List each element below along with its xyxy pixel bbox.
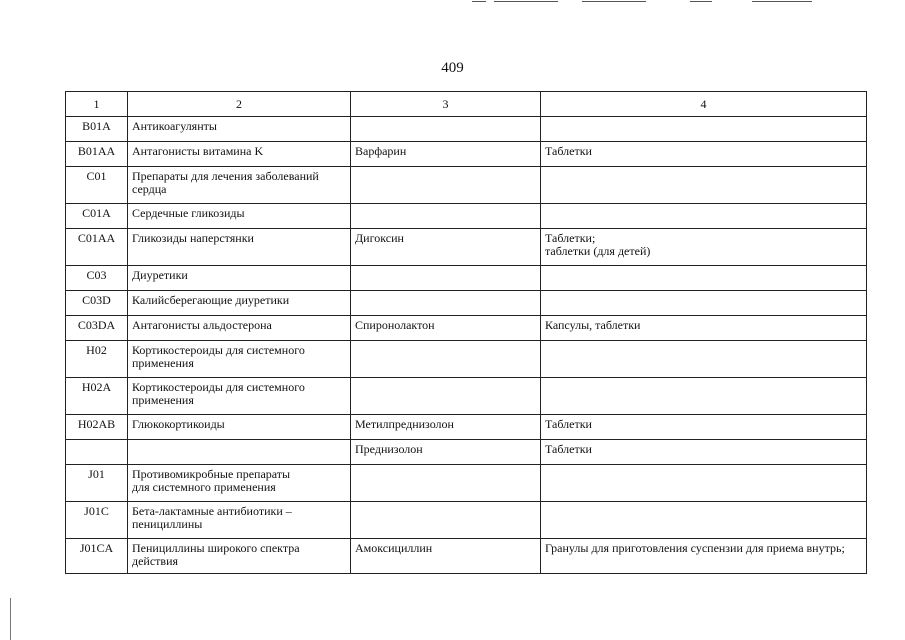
scan-edge-marks bbox=[0, 0, 905, 4]
table-row bbox=[66, 316, 867, 341]
table-row bbox=[66, 465, 867, 502]
table-row bbox=[66, 378, 867, 415]
group-name-cell: Антагонисты альдостерона bbox=[128, 316, 351, 341]
dosage-form-cell: Гранулы для приготовления суспензии для приема внутрь; bbox=[541, 539, 867, 574]
drug-classification-table bbox=[65, 91, 867, 574]
drug-name-cell bbox=[351, 291, 541, 316]
column-header-3: 3 bbox=[351, 92, 541, 117]
table-row bbox=[66, 291, 867, 316]
group-name-cell: Глюкокортикоиды bbox=[128, 415, 351, 440]
atc-code-cell: J01C bbox=[66, 502, 128, 539]
group-name-cell: Бета-лактамные антибиотики – пенициллины bbox=[128, 502, 351, 539]
drug-name-cell bbox=[351, 502, 541, 539]
table-row bbox=[66, 415, 867, 440]
atc-code-cell: C03 bbox=[66, 266, 128, 291]
atc-code-cell: C01AA bbox=[66, 229, 128, 266]
atc-code-cell: C03D bbox=[66, 291, 128, 316]
drug-name-cell bbox=[351, 167, 541, 204]
dosage-form-cell bbox=[541, 465, 867, 502]
drug-name-cell: Преднизолон bbox=[351, 440, 541, 465]
dosage-form-cell bbox=[541, 117, 867, 142]
dosage-form-cell bbox=[541, 291, 867, 316]
table-row bbox=[66, 204, 867, 229]
atc-code-cell: B01A bbox=[66, 117, 128, 142]
drug-name-cell bbox=[351, 378, 541, 415]
dosage-form-cell: Капсулы, таблетки bbox=[541, 316, 867, 341]
group-name-cell: Препараты для лечения заболеваний сердца bbox=[128, 167, 351, 204]
dosage-form-cell bbox=[541, 167, 867, 204]
group-name-cell: Калийсберегающие диуретики bbox=[128, 291, 351, 316]
dosage-form-cell bbox=[541, 502, 867, 539]
column-header-4: 4 bbox=[541, 92, 867, 117]
group-name-cell: Кортикостероиды для системного применения bbox=[128, 341, 351, 378]
table-row bbox=[66, 440, 867, 465]
table-row bbox=[66, 167, 867, 204]
group-name-cell: Антагонисты витамина K bbox=[128, 142, 351, 167]
dosage-form-cell: Таблетки; таблетки (для детей) bbox=[541, 229, 867, 266]
drug-name-cell bbox=[351, 465, 541, 502]
drug-name-cell: Амоксициллин bbox=[351, 539, 541, 574]
page-number: 409 bbox=[441, 60, 464, 76]
dosage-form-cell bbox=[541, 341, 867, 378]
table-header-row bbox=[66, 92, 867, 117]
column-header-1: 1 bbox=[66, 92, 128, 117]
atc-code-cell: H02A bbox=[66, 378, 128, 415]
drug-name-cell bbox=[351, 341, 541, 378]
table-body bbox=[66, 117, 867, 574]
table-row bbox=[66, 117, 867, 142]
drug-name-cell: Спиронолактон bbox=[351, 316, 541, 341]
column-header-2: 2 bbox=[128, 92, 351, 117]
atc-code-cell bbox=[66, 440, 128, 465]
group-name-cell bbox=[128, 440, 351, 465]
atc-code-cell: B01AA bbox=[66, 142, 128, 167]
group-name-cell: Диуретики bbox=[128, 266, 351, 291]
drug-name-cell: Метилпреднизолон bbox=[351, 415, 541, 440]
drug-name-cell bbox=[351, 117, 541, 142]
atc-code-cell: C01A bbox=[66, 204, 128, 229]
table-row bbox=[66, 266, 867, 291]
group-name-cell: Гликозиды наперстянки bbox=[128, 229, 351, 266]
scan-left-edge bbox=[10, 598, 11, 640]
drug-name-cell: Варфарин bbox=[351, 142, 541, 167]
table-row bbox=[66, 341, 867, 378]
group-name-cell: Сердечные гликозиды bbox=[128, 204, 351, 229]
atc-code-cell: J01CA bbox=[66, 539, 128, 574]
table-row bbox=[66, 229, 867, 266]
group-name-cell: Противомикробные препараты для системного применения bbox=[128, 465, 351, 502]
drug-name-cell bbox=[351, 266, 541, 291]
dosage-form-cell: Таблетки bbox=[541, 440, 867, 465]
drug-name-cell: Дигоксин bbox=[351, 229, 541, 266]
table-row bbox=[66, 539, 867, 574]
table-row bbox=[66, 142, 867, 167]
atc-code-cell: J01 bbox=[66, 465, 128, 502]
atc-code-cell: C03DA bbox=[66, 316, 128, 341]
dosage-form-cell bbox=[541, 378, 867, 415]
group-name-cell: Пенициллины широкого спектра действия bbox=[128, 539, 351, 574]
group-name-cell: Кортикостероиды для системного применения bbox=[128, 378, 351, 415]
dosage-form-cell: Таблетки bbox=[541, 142, 867, 167]
atc-code-cell: H02 bbox=[66, 341, 128, 378]
drug-name-cell bbox=[351, 204, 541, 229]
atc-code-cell: C01 bbox=[66, 167, 128, 204]
dosage-form-cell bbox=[541, 266, 867, 291]
group-name-cell: Антикоагулянты bbox=[128, 117, 351, 142]
dosage-form-cell: Таблетки bbox=[541, 415, 867, 440]
dosage-form-cell bbox=[541, 204, 867, 229]
atc-code-cell: H02AB bbox=[66, 415, 128, 440]
table-row bbox=[66, 502, 867, 539]
